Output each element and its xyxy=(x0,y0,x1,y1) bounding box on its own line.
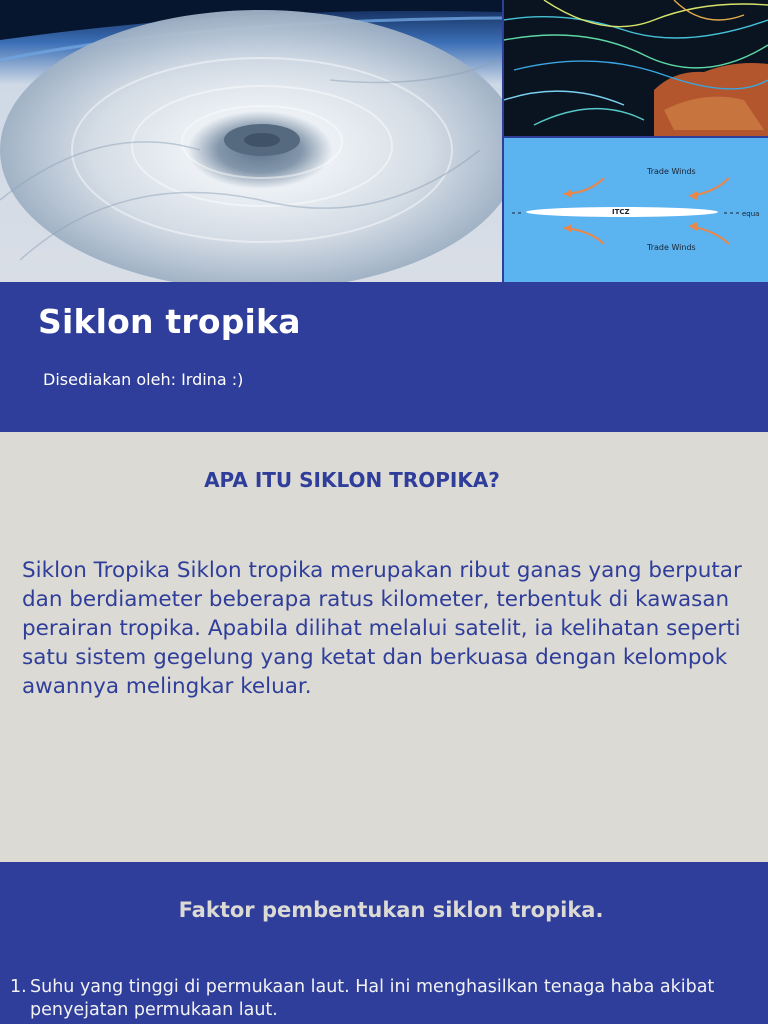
about-section xyxy=(0,432,768,862)
diagram-label-center: ITCZ xyxy=(612,208,630,216)
about-heading: APA ITU SIKLON TROPIKA? xyxy=(204,468,500,492)
factor-list xyxy=(10,976,750,1022)
hurricane-satellite-image xyxy=(0,0,502,282)
page-title: Siklon tropika xyxy=(38,302,301,341)
diagram-label-bottom: Trade Winds xyxy=(647,243,696,252)
about-body-text: Siklon Tropika Siklon tropika merupakan ribut ganas yang berputar dan berdiameter beberapa ratus kilometer, terbentuk di kawasan perairan tropika. Apabila dilihat melalui satelit, ia kelihatan seperti satu sistem gegelung yang ketat dan berkuasa dengan kelompok awannya melingkar keluar. xyxy=(22,558,742,699)
author-credit: Disediakan oleh: Irdina :) xyxy=(43,370,244,389)
list-item-text: Suhu yang tinggi di permukaan laut. Hal ini menghasilkan tenaga haba akibat penyejatan permukaan laut. xyxy=(30,977,715,1020)
list-item xyxy=(10,976,750,1022)
factors-heading: Faktor pembentukan siklon tropika. xyxy=(178,898,604,922)
cyclone-tracks-map-image xyxy=(504,0,768,136)
diagram-label-right: equa xyxy=(742,210,760,218)
factors-section xyxy=(0,862,768,1024)
title-band xyxy=(0,282,768,432)
header-images xyxy=(0,0,768,282)
list-item-number: 1. xyxy=(10,977,27,997)
diagram-label-top: Trade Winds xyxy=(647,167,696,176)
itcz-diagram-image xyxy=(504,138,768,282)
